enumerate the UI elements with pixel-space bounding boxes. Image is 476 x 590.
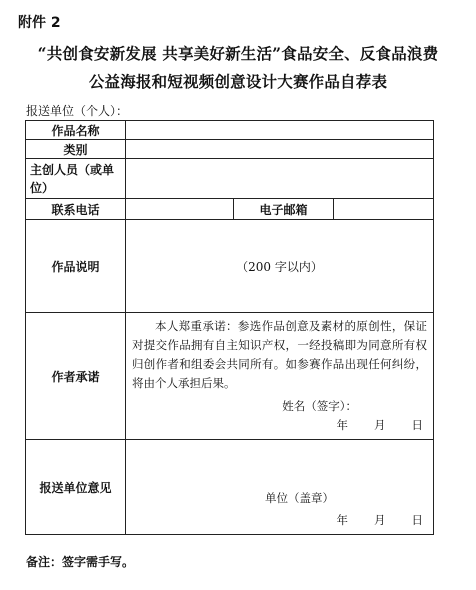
date-day: 日 xyxy=(411,418,423,432)
work-name-label: 作品名称 xyxy=(26,121,126,140)
email-field[interactable] xyxy=(334,199,434,220)
footnote: 备注：签字需手写。 xyxy=(26,555,135,569)
promise-text: 本人郑重承诺：参选作品创意及素材的原创性，保证对提交作品拥有自主知识产权，一经投稿即为同意所有权归创作者和组委会共同所有。如参赛作品出现任何纠纷，将由个人承担后果。 xyxy=(132,319,427,390)
unit-date-day: 日 xyxy=(411,513,423,527)
category-field[interactable] xyxy=(126,140,434,159)
work-name-field[interactable] xyxy=(126,121,434,140)
category-label: 类别 xyxy=(26,140,126,159)
author-promise-label: 作者承诺 xyxy=(26,313,126,440)
unit-seal-label: 单位（盖章） xyxy=(265,491,334,505)
creator-field[interactable] xyxy=(126,159,434,199)
description-label: 作品说明 xyxy=(26,220,126,313)
unit-date xyxy=(130,512,429,528)
phone-field[interactable] xyxy=(126,199,234,220)
description-hint: （200 字以内） xyxy=(236,259,323,274)
category-row xyxy=(26,140,434,159)
unit-opinion-field[interactable] xyxy=(126,440,434,535)
page-title-line2: 公益海报和短视频创意设计大赛作品自荐表 xyxy=(88,72,388,91)
author-promise-cell xyxy=(126,313,434,440)
unit-opinion-label: 报送单位意见 xyxy=(26,440,126,535)
description-row xyxy=(26,220,434,313)
signature-line[interactable] xyxy=(132,397,427,416)
annex-label: 附件 2 xyxy=(18,15,61,31)
page-title-line1: “共创食安新发展 共享美好新生活”食品安全、反食品浪费 xyxy=(37,44,439,63)
creator-label: 主创人员（或单位） xyxy=(26,159,126,199)
submit-unit-label: 报送单位（个人）： xyxy=(26,104,129,118)
author-promise-row xyxy=(26,313,434,440)
signature-date[interactable] xyxy=(132,416,427,435)
self-recommendation-form xyxy=(25,120,434,535)
signature-label: 姓名（签字）： xyxy=(282,399,357,413)
date-month: 月 xyxy=(374,418,386,432)
unit-date-year: 年 xyxy=(336,513,348,527)
work-name-row xyxy=(26,121,434,140)
phone-label: 联系电话 xyxy=(26,199,126,220)
creator-row xyxy=(26,159,434,199)
description-field[interactable] xyxy=(126,220,434,313)
unit-opinion-row xyxy=(26,440,434,535)
unit-date-month: 月 xyxy=(374,513,386,527)
email-label: 电子邮箱 xyxy=(234,199,334,220)
date-year: 年 xyxy=(336,418,348,432)
contact-row xyxy=(26,199,434,220)
